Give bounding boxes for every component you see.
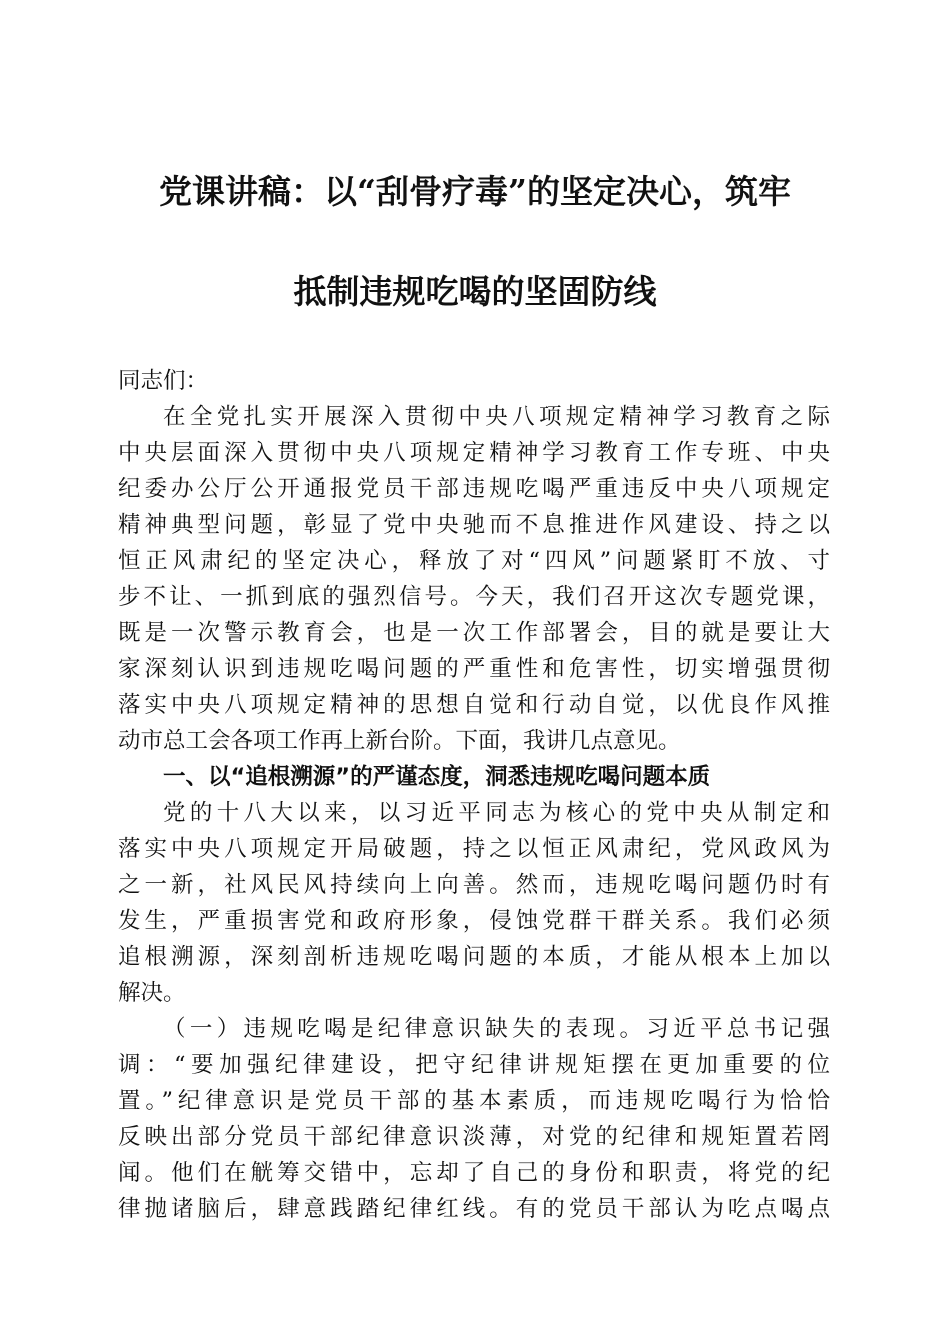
intro-line-7: 既是一次警示教育会，也是一次工作部署会，目的就是要让大 bbox=[118, 620, 830, 646]
intro-line-3: 纪委办公厅公开通报党员干部违规吃喝严重违反中央八项规定 bbox=[118, 476, 830, 502]
intro-line-2: 中央层面深入贯彻中央八项规定精神学习教育工作专班、中央 bbox=[118, 440, 830, 466]
subsection-1-line-1: （一）违规吃喝是纪律意识缺失的表现。习近平总书记强 bbox=[163, 1016, 830, 1042]
intro-line-5: 恒正风肃纪的坚定决心，释放了对“四风”问题紧盯不放、寸 bbox=[118, 548, 830, 574]
salutation: 同志们： bbox=[118, 368, 209, 394]
section-1-line-1: 党的十八大以来，以习近平同志为核心的党中央从制定和 bbox=[163, 800, 830, 826]
section-1-line-4: 发生，严重损害党和政府形象，侵蚀党群干群关系。我们必须 bbox=[118, 908, 830, 934]
intro-line-8: 家深刻认识到违规吃喝问题的严重性和危害性，切实增强贯彻 bbox=[118, 656, 830, 682]
intro-line-1: 在全党扎实开展深入贯彻中央八项规定精神学习教育之际 bbox=[163, 404, 830, 430]
intro-line-4: 精神典型问题，彰显了党中央驰而不息推进作风建设、持之以 bbox=[118, 512, 830, 538]
subsection-1-line-3: 置。”纪律意识是党员干部的基本素质，而违规吃喝行为恰恰 bbox=[118, 1088, 830, 1114]
section-1-line-6: 解决。 bbox=[118, 980, 186, 1006]
document-title-line-1: 党课讲稿：以“刮骨疗毒”的坚定决心，筑牢 bbox=[159, 172, 791, 211]
section-1-line-3: 之一新，社风民风持续向上向善。然而，违规吃喝问题仍时有 bbox=[118, 872, 830, 898]
subsection-1-line-6: 律抛诸脑后，肆意践踏纪律红线。有的党员干部认为吃点喝点 bbox=[118, 1196, 830, 1222]
intro-line-6: 步不让、一抓到底的强烈信号。今天，我们召开这次专题党课， bbox=[118, 584, 830, 610]
subsection-1-line-4: 反映出部分党员干部纪律意识淡薄，对党的纪律和规矩置若罔 bbox=[118, 1124, 830, 1150]
subsection-1-line-2: 调：“要加强纪律建设，把守纪律讲规矩摆在更加重要的位 bbox=[118, 1052, 830, 1078]
section-1-heading: 一、以“追根溯源”的严谨态度，洞悉违规吃喝问题本质 bbox=[163, 764, 711, 790]
section-1-line-5: 追根溯源，深刻剖析违规吃喝问题的本质，才能从根本上加以 bbox=[118, 944, 830, 970]
subsection-1-line-5: 闻。他们在觥筹交错中，忘却了自己的身份和职责，将党的纪 bbox=[118, 1160, 830, 1186]
intro-line-10: 动市总工会各项工作再上新台阶。下面，我讲几点意见。 bbox=[118, 728, 681, 754]
document-title-line-2: 抵制违规吃喝的坚固防线 bbox=[293, 272, 657, 311]
section-1-line-2: 落实中央八项规定开局破题，持之以恒正风肃纪，党风政风为 bbox=[118, 836, 830, 862]
intro-line-9: 落实中央八项规定精神的思想自觉和行动自觉，以优良作风推 bbox=[118, 692, 830, 718]
